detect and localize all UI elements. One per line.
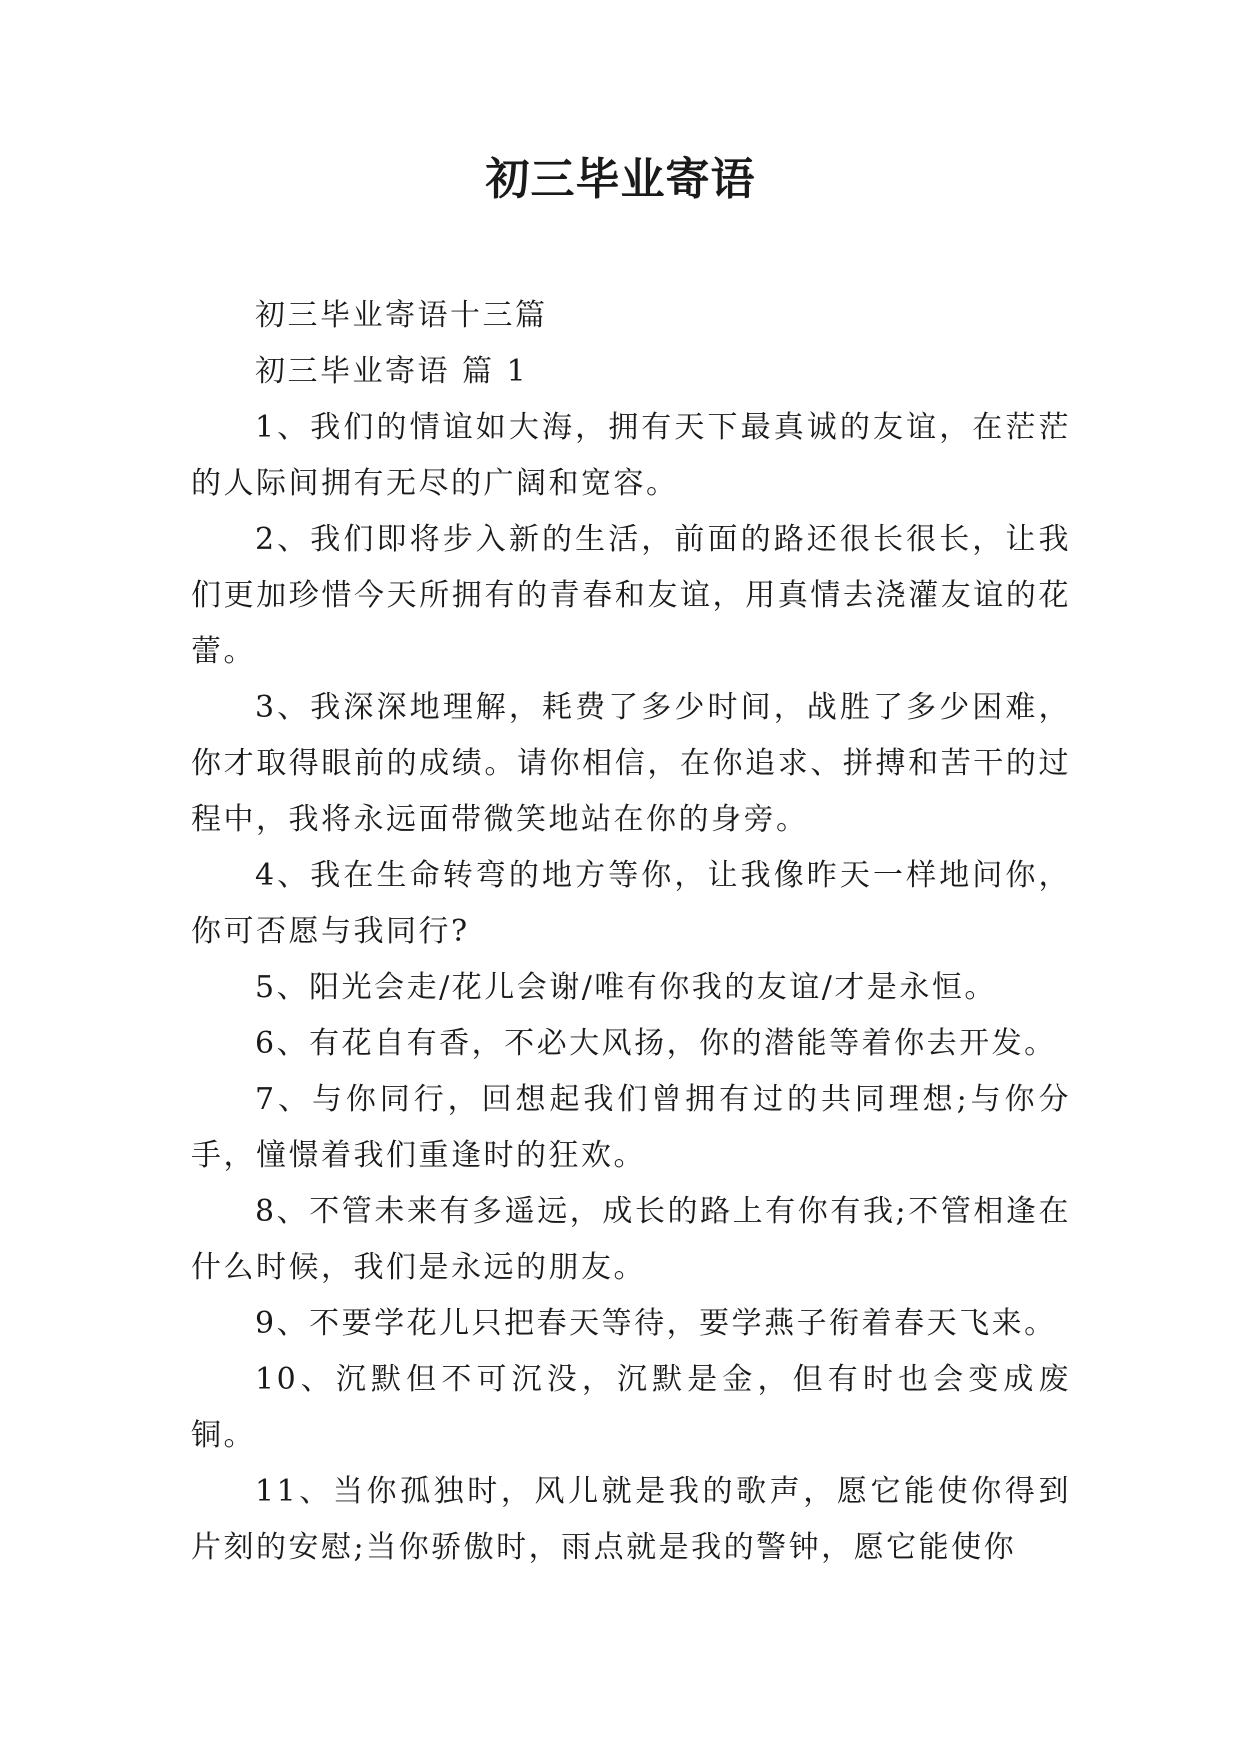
paragraph: 11、当你孤独时，风儿就是我的歌声，愿它能使你得到片刻的安慰;当你骄傲时，雨点就是我的警钟，愿它能使你 — [191, 1474, 1071, 1565]
document-title: 初三毕业寄语 — [485, 154, 756, 205]
paragraph: 1、我们的情谊如大海，拥有天下最真诚的友谊，在茫茫的人际间拥有无尽的广阔和宽容。 — [191, 410, 1071, 501]
paragraph: 8、不管未来有多遥远，成长的路上有你有我;不管相逢在什么时候，我们是永远的朋友。 — [191, 1194, 1071, 1285]
paragraph: 9、不要学花儿只把春天等待，要学燕子衔着春天飞来。 — [255, 1306, 1057, 1341]
paragraph: 6、有花自有香，不必大风扬，你的潜能等着你去开发。 — [255, 1026, 1057, 1061]
paragraph-section-heading: 初三毕业寄语 篇 1 — [255, 354, 529, 389]
paragraph: 4、我在生命转弯的地方等你，让我像昨天一样地问你，你可否愿与我同行? — [191, 858, 1071, 949]
paragraph: 7、与你同行，回想起我们曾拥有过的共同理想;与你分手，憧憬着我们重逢时的狂欢。 — [191, 1082, 1071, 1173]
paragraph: 2、我们即将步入新的生活，前面的路还很长很长，让我们更加珍惜今天所拥有的青春和友谊，用真情去浇灌友谊的花蕾。 — [191, 522, 1071, 669]
document-body — [191, 288, 1071, 1576]
paragraph: 3、我深深地理解，耗费了多少时间，战胜了多少困难，你才取得眼前的成绩。请你相信，在你追求、拼搏和苦干的过程中，我将永远面带微笑地站在你的身旁。 — [191, 690, 1071, 837]
paragraph: 10、沉默但不可沉没，沉默是金，但有时也会变成废铜。 — [191, 1362, 1071, 1453]
paragraph: 5、阳光会走/花儿会谢/唯有你我的友谊/才是永恒。 — [255, 970, 997, 1005]
paragraph-subtitle: 初三毕业寄语十三篇 — [255, 298, 548, 333]
